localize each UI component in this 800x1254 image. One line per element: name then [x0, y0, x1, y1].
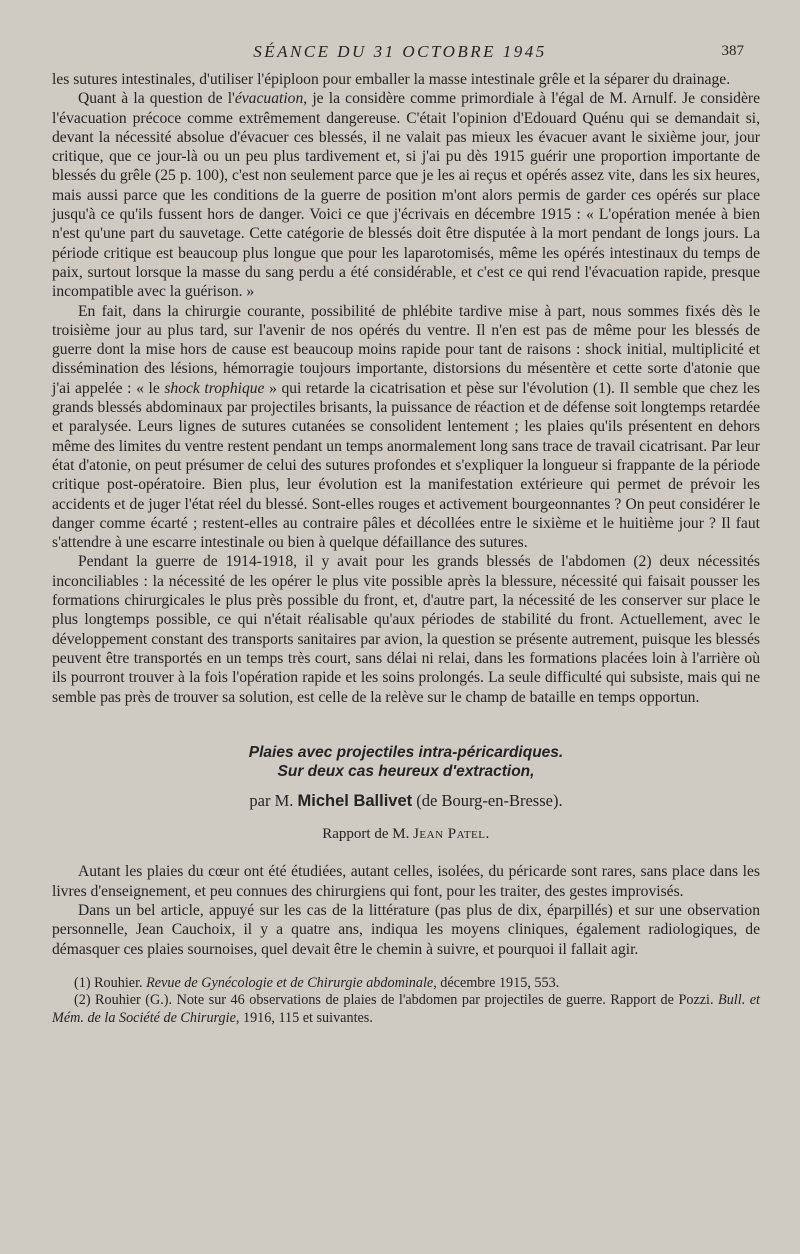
running-title: SÉANCE DU 31 OCTOBRE 1945 — [253, 42, 547, 61]
page-number: 387 — [721, 43, 744, 59]
text-run: (2) Rouhier (G.). Note sur 46 observations de plaies de l'abdomen par projectiles de guerre. Rapport de Pozzi. — [74, 992, 719, 1009]
emphasis: Bull. et Mém. de la Société de Chirurgie — [52, 992, 760, 1026]
text-run: Quant à la question de l' — [78, 90, 235, 108]
paragraph: les sutures intestinales, d'utiliser l'épiploon pour emballer la masse intestinale grêle et la séparer du drainage. — [52, 71, 731, 88]
section-heading — [52, 743, 760, 781]
emphasis: évacuation — [234, 90, 304, 108]
report-prefix: Rapport de M. — [322, 826, 410, 843]
footnote — [52, 992, 760, 1027]
paragraph: Autant les plaies du cœur ont été étudiées, autant celles, isolées, du péricarde sont rares, sans place dans les livres d'enseignement, et peu connues des chirurgiens qui font, pour les traiter, des gestes improvisés. — [52, 863, 760, 900]
paragraph: Dans un bel article, appuyé sur les cas de la littérature (pas plus de dix, éparpillés) et sur une observation personnelle, Jean Cauchoix, il y a quatre ans, indiqua les moyens cliniques, également radiologiques, de démasquer ces plaies sournoises, quel devait être le chemin à suivre, et pourquoi il fallait agir. — [52, 901, 760, 958]
author-byline — [52, 791, 760, 811]
footnote — [52, 975, 760, 993]
text-run: , je la considère comme primordiale à l'égal de M. Arnulf. Je considère l'évacuation précoce comme extrêmement dangereuse. C'était l'opinion d'Edouard Quénu qui se demandait si, devant la nécessité absolue d'évacuer ces blessés, il ne valait pas mieux les évacuer avant le sixième jour, jour critique, que ce jour-là ou un peu plus tardivement et, si j'ai pu dès 1915 guérir une proportion importante de blessés du grêle (25 p. 100), c'est non seulement parce que je les ai reçus et opérés assez vite, dans les six heures, mais aussi parce que les conditions de la guerre de position m'ont alors permis de garder ces opérés sur place jusqu'à ce qu'ils fussent hors de danger. Voici ce que j'écrivais en décembre 1915 : « L'opération menée à bien n'est qu'une part du sauvetage. Cette catégorie de blessés doit être disputée à la mort pendant de longs jours. La période critique est beaucoup plus longue que pour les laparotomisés, même les opérés intestinaux du temps de paix, surtout lorsque la masse du sang perdu a été considérable, et c'est ce qui rend l'évacuation rapide, presque incompatible avec la guérison. » — [52, 90, 760, 301]
text-run: , 1916, 115 et suivantes. — [235, 1009, 373, 1026]
reporter-name: Jean Patel. — [413, 826, 490, 843]
paragraph — [52, 302, 760, 553]
text-run: En fait, dans la chirurgie courante, possibilité de phlébite tardive mise à part, nous sommes fixés dès le troisième jour au plus tard, sur l'avenir de nos opérés du ventre. Il n'en est pas de même pour les blessés de guerre dont la mise hors de cause est beaucoup moins rapide pour tant de raisons : shock initial, multiplicité et dissémination des lésions, hémorragie toujours importante, distorsions du mésentère et cette sorte d'atonie que j'ai appelée : « le — [52, 302, 760, 397]
paragraph — [52, 89, 760, 301]
author-location: (de Bourg-en-Bresse). — [416, 790, 563, 810]
text-run: » qui retarde la cicatrisation et pèse sur l'évolution (1). Il semble que chez les grands blessés abdominaux par projectiles brisants, la puissance de réaction et de défense soit longtemps retardée et paralysée. Leurs lignes de sutures cutanées se consolident lentement ; les plaies qu'ils présentent en dehors même des limites du ventre restent pendant un temps anormalement long sans trace de travail cicatrisant. Par leur état d'atonie, on peut présumer de celui des sutures profondes et s'expliquer la longueur si frappante de la période critique post-opératoire. Bien plus, leur évolution est la manifestation extérieure qui permet de prévoir les accidents et de juger l'état réel du blessé. Sont-elles rouges et activement bourgeonnantes ? On peut considérer le danger comme écarté ; restent-elles au contraire pâles et décollées entre le sixième et le huitième jour ? Il faut s'attendre à une escarre intestinale ou bien à quelque défaillance des sutures. — [52, 379, 760, 552]
author-name: Michel Ballivet — [297, 791, 413, 810]
text-run: , décembre 1915, 553. — [433, 974, 560, 991]
emphasis: shock trophique — [164, 379, 265, 397]
article-body — [52, 70, 760, 1027]
heading-line: Plaies avec projectiles intra-péricardiques. — [248, 743, 564, 761]
emphasis: Revue de Gynécologie et de Chirurgie abdominale — [146, 974, 434, 991]
report-line — [52, 825, 760, 844]
running-header — [50, 42, 750, 66]
text-run: (1) Rouhier. — [74, 974, 147, 991]
paragraph: Pendant la guerre de 1914-1918, il y avait pour les grands blessés de l'abdomen (2) deux nécessités inconciliables : la nécessité de les opérer le plus vite possible après la blessure, nécessité qui faisait pousser les formations chirurgicales le plus près possible du front, et, d'autre part, la nécessité de les conserver sur place le plus longtemps possible, ce qui n'était réalisable qu'aux périodes de stabilité du front. Actuellement, avec le développement constant des transports sanitaires par avion, la question se présente autrement, puisque les blessés peuvent être transportés en un temps très court, sans délai ni relai, dans les formations placées loin à l'arrière où ils pourront trouver à la fois l'opération rapide et les soins prolongés. La seule difficulté qui subsiste, mais qui ne semble pas près de trouver sa solution, est celle de la relève sur le champ de bataille en temps opportun. — [52, 553, 760, 706]
byline-prefix: par M. — [249, 790, 294, 810]
footnotes — [52, 975, 760, 1028]
heading-line: Sur deux cas heureux d'extraction, — [277, 762, 535, 780]
